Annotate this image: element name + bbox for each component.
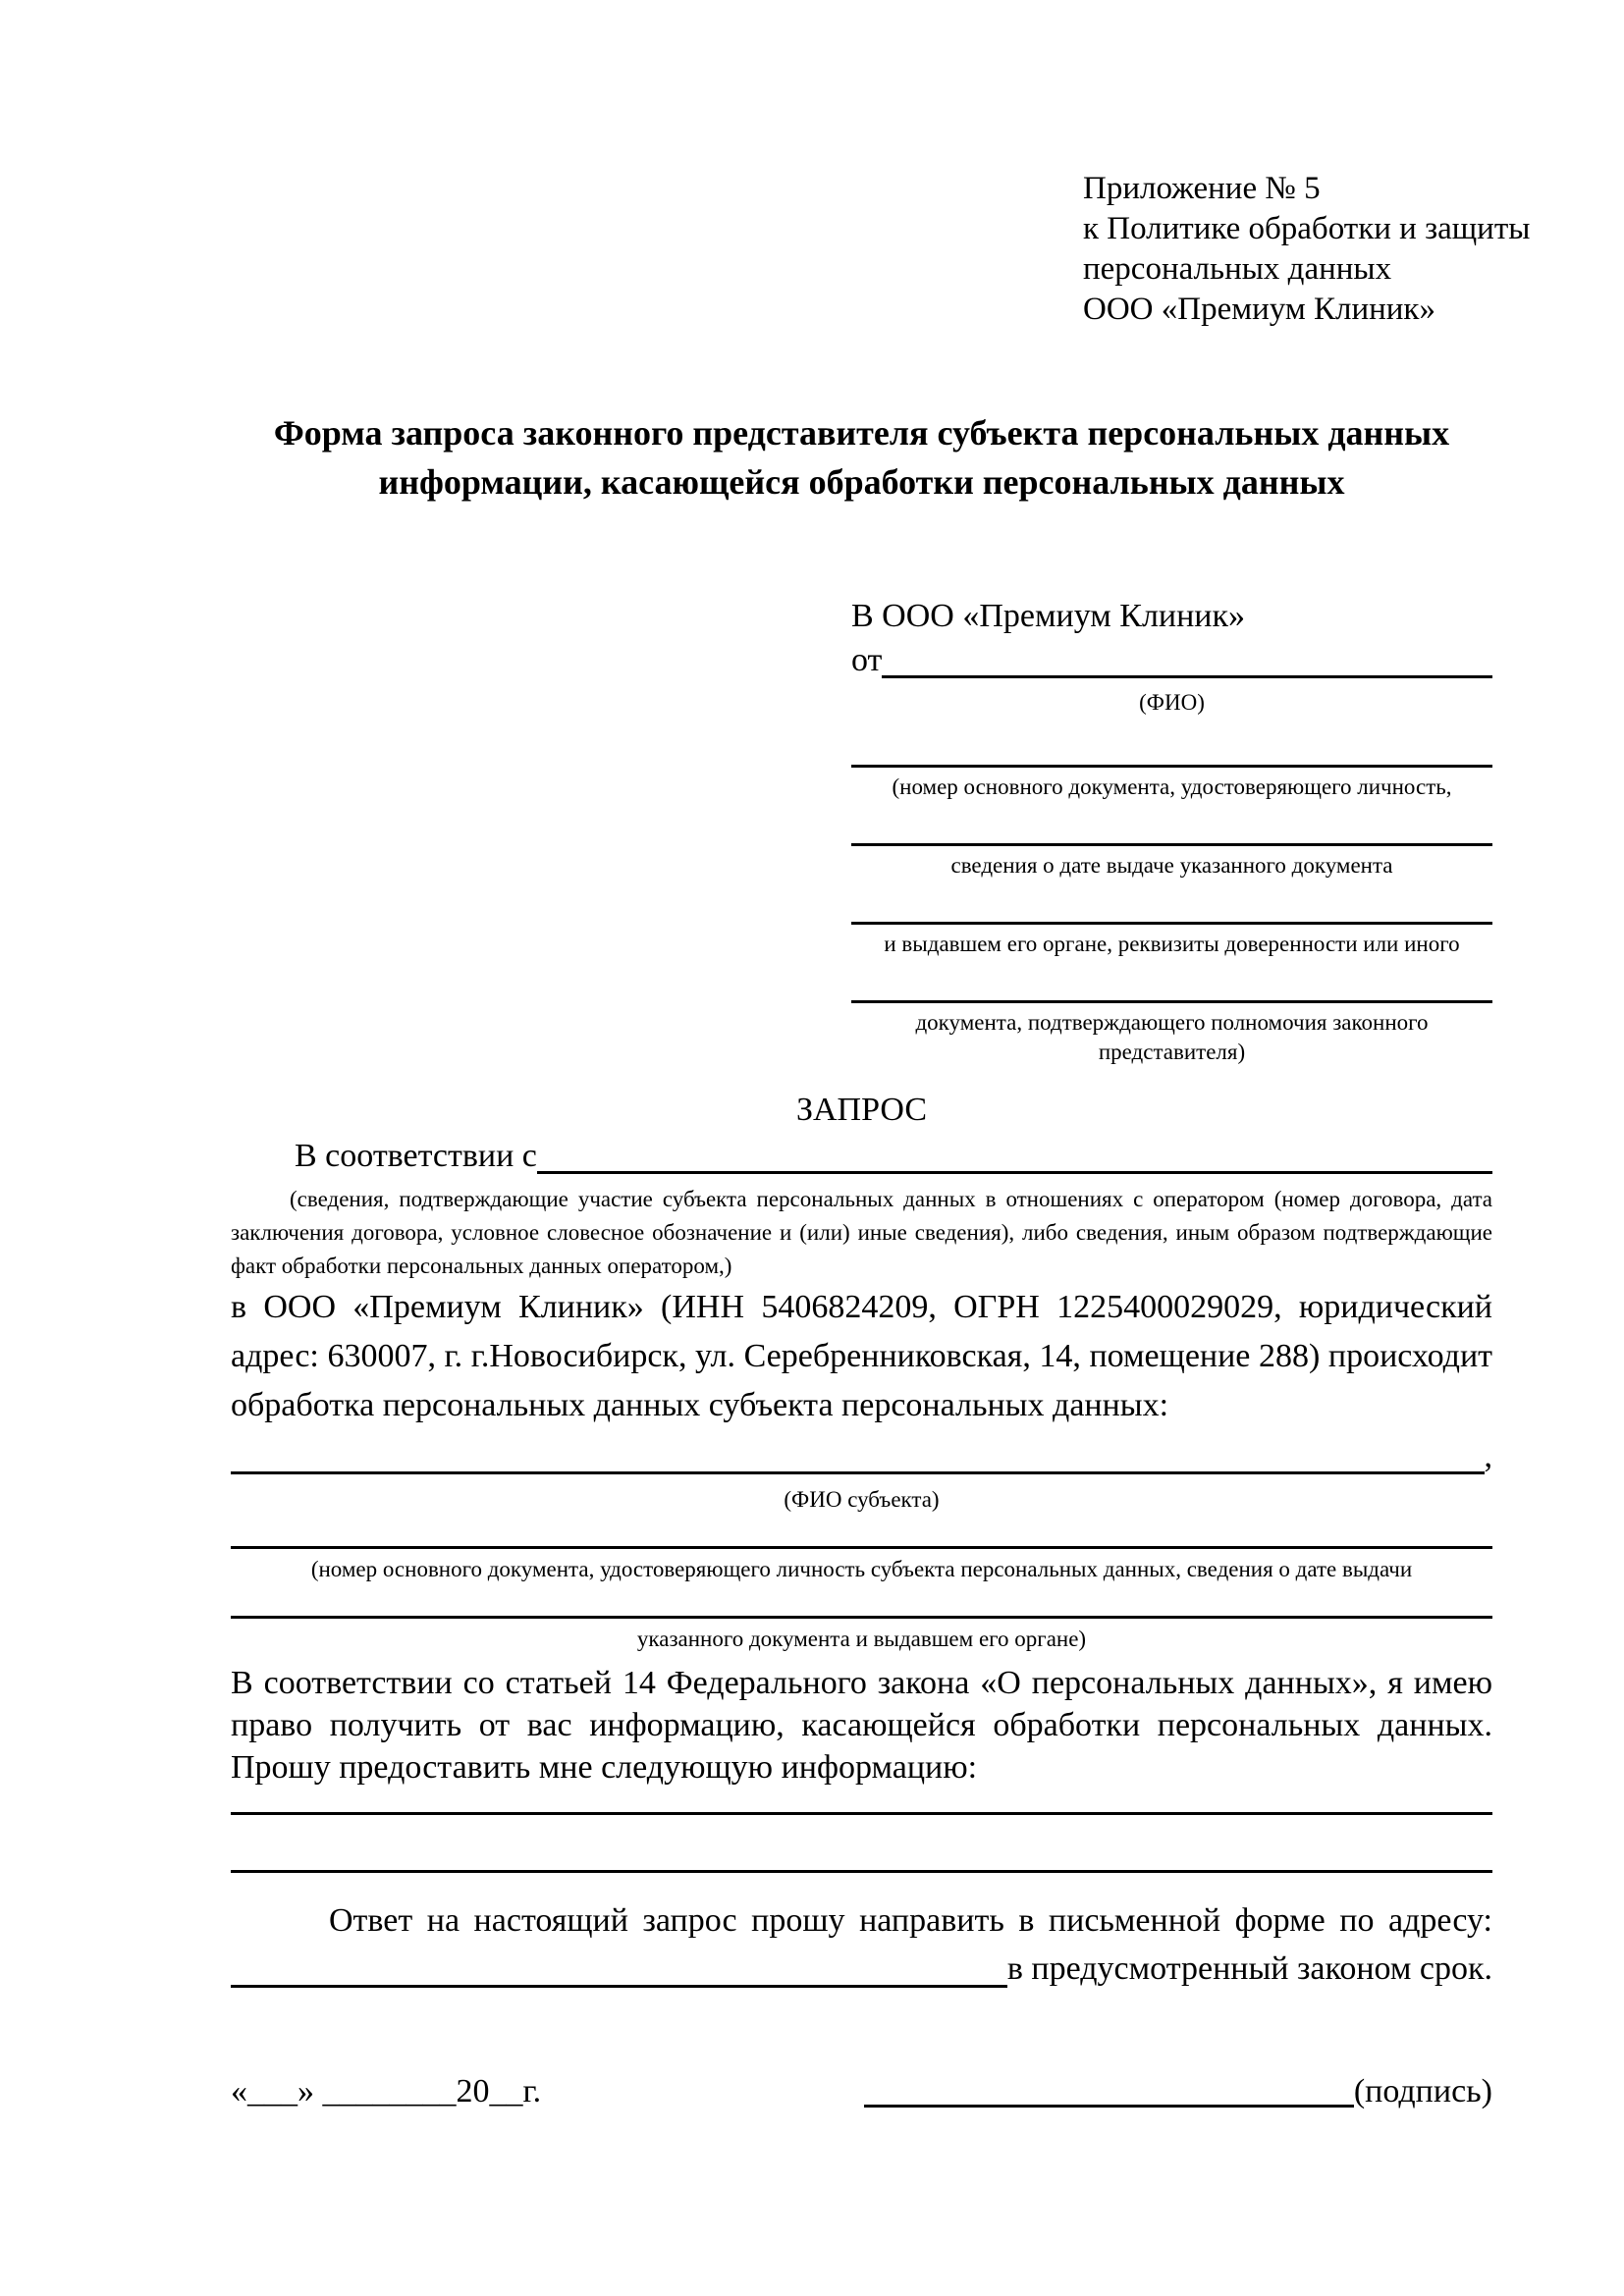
- fill-line-issuing-authority: [851, 922, 1492, 925]
- subject-document-fill-line-2: [231, 1616, 1492, 1619]
- subject-fio-caption: (ФИО субъекта): [784, 1487, 940, 1512]
- signature-block: [864, 2069, 1492, 2114]
- information-fill-line-2: [231, 1870, 1492, 1873]
- footer-row: [231, 2069, 1492, 2114]
- reply-address-fill-line: [231, 1946, 1007, 1988]
- fill-line-issue-date: [851, 843, 1492, 846]
- issue-date-caption: сведения о дате выдаче указанного документа: [950, 853, 1393, 878]
- subject-fio-row: [231, 1434, 1492, 1479]
- subject-fio-fill-line: [231, 1434, 1485, 1474]
- fill-line-authority-document: [851, 1000, 1492, 1003]
- addressee-organization: В ООО «Премиум Клиник»: [851, 598, 1246, 634]
- authority-document-caption: документа, подтверждающего полномочия законного представителя): [915, 1010, 1429, 1064]
- appendix-line: персональных данных: [1083, 251, 1392, 287]
- operator-paragraph: в ООО «Премиум Клиник» (ИНН 5406824209, ОГРН 1225400029029, юридический адрес: 630007, г. г.Новосибирск, ул. Серебренниковская, 14, помещение 288) происходит обработка персональных данных субъекта персональных данных:: [231, 1289, 1492, 1423]
- reply-address-row: [231, 1946, 1492, 1993]
- accordance-label: В соответствии с: [295, 1138, 537, 1174]
- subject-document-fill-line: [231, 1546, 1492, 1549]
- appendix-line: к Политике обработки и защиты: [1083, 211, 1531, 246]
- subject-document-caption-1: (номер основного документа, удостоверяющего личность субъекта персональных данных, сведения о дате выдачи: [310, 1557, 1413, 1581]
- subject-document-caption-2: указанного документа и выдавшем его органе): [636, 1627, 1087, 1651]
- fill-line-document-number: [851, 765, 1492, 768]
- reply-intro: Ответ на настоящий запрос прошу направить в письменной форме по адресу:: [329, 1902, 1492, 1939]
- fio-caption: (ФИО): [1139, 690, 1205, 715]
- law-paragraph: В соответствии со статьей 14 Федерального закона «О персональных данных», я имею право получить от вас информацию, касающейся обработки персональных данных. Прошу предоставить мне следующую информацию:: [231, 1665, 1492, 1786]
- addressee-block: [851, 595, 1492, 1067]
- reply-tail: в предусмотренный законом срок.: [1006, 1950, 1492, 1987]
- appendix-line: Приложение № 5: [1083, 171, 1321, 206]
- accordance-caption: (сведения, подтверждающие участие субъекта персональных данных в отношениях с оператором (номер договора, дата заключения договора, условное словесное обозначение и (или) иные сведения), либо сведения, иным образом подтверждающие факт обработки персональных данных оператором,): [231, 1187, 1492, 1278]
- document-title: Форма запроса законного представителя субъекта персональных данных информации, касающейся обработки персональных данных: [273, 413, 1450, 502]
- signature-caption: (подпись): [1353, 2073, 1492, 2109]
- subject-fio-comma: ,: [1484, 1438, 1492, 1474]
- issuing-authority-caption: и выдавшем его органе, реквизиты доверенности или иного: [884, 932, 1460, 956]
- accordance-row: [231, 1134, 1492, 1179]
- document-number-caption: (номер основного документа, удостоверяющего личность,: [892, 774, 1452, 799]
- from-label: от: [851, 642, 883, 678]
- signature-fill-line: [864, 2069, 1354, 2108]
- from-row: [851, 638, 1492, 683]
- accordance-fill-line: [537, 1134, 1492, 1174]
- appendix-line: ООО «Премиум Клиник»: [1083, 292, 1435, 327]
- information-fill-line-1: [231, 1812, 1492, 1815]
- request-heading: ЗАПРОС: [795, 1092, 928, 1128]
- appendix-block: [1083, 169, 1531, 330]
- date-blank: «___» ________20__г.: [231, 2073, 542, 2109]
- from-fill-line: [882, 638, 1492, 678]
